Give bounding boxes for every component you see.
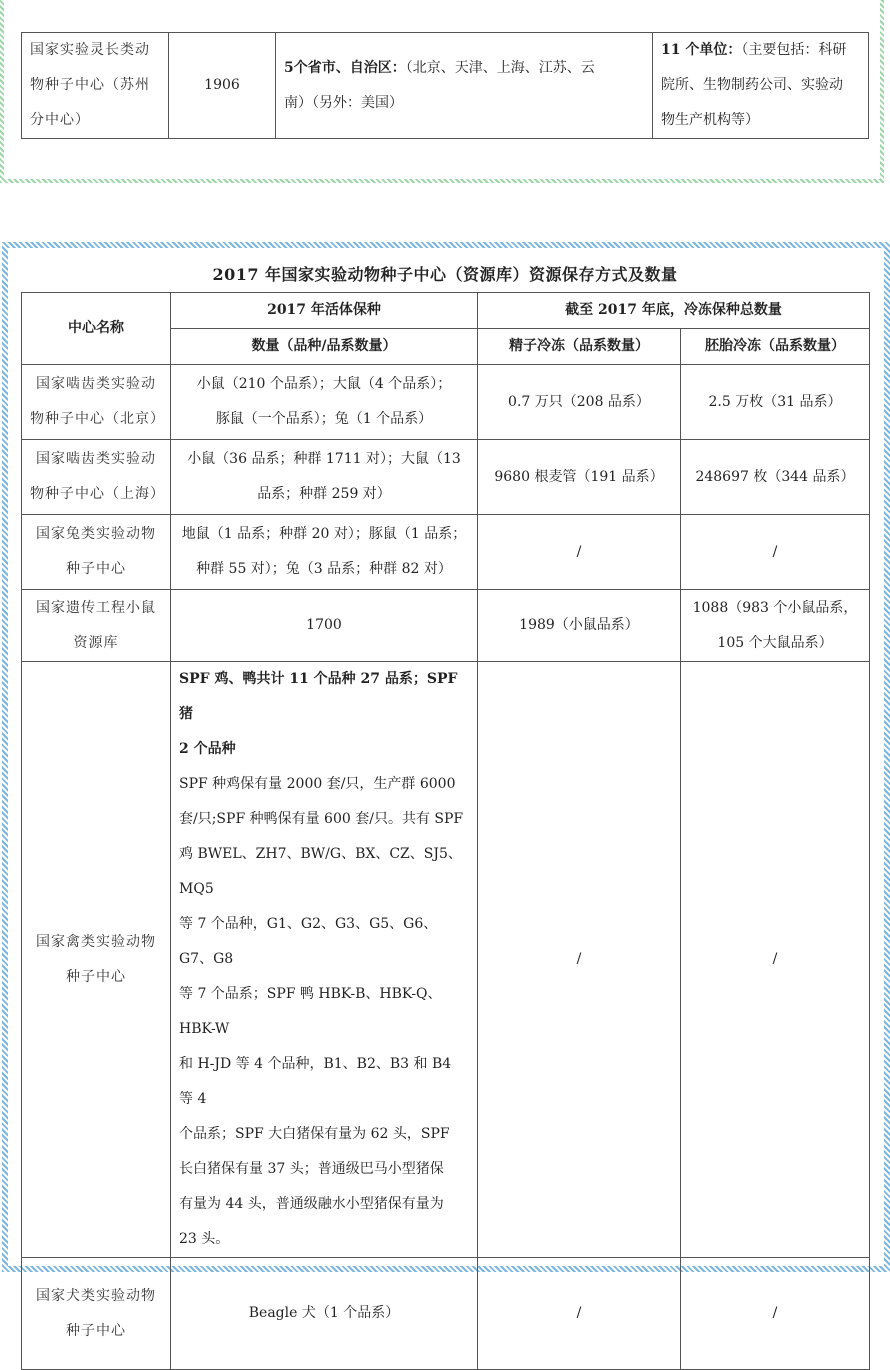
table-row	[22, 365, 870, 440]
main-table	[21, 292, 870, 1370]
center-name: 国家遗传工程小鼠 资源库	[22, 590, 171, 662]
embryo-cell: 248697 枚（344 品系）	[681, 440, 870, 515]
live-summary: SPF 鸡、鸭共计 11 个品种 27 品系；SPF 猪 2 个品种	[179, 671, 458, 757]
units-text: （主要包括：科研 院所、生物制药公司、实验动 物生产机构等）	[661, 42, 847, 128]
table-row	[22, 440, 870, 515]
sperm-cell: 0.7 万只（208 品系）	[478, 365, 681, 440]
header-sperm: 精子冷冻（品系数量）	[478, 329, 681, 365]
center-name: 国家禽类实验动物 种子中心	[22, 662, 171, 1258]
table-row	[22, 515, 870, 590]
sperm-cell: /	[478, 515, 681, 590]
regions-label: 5个省市、自治区：	[284, 59, 406, 76]
table-row	[22, 1258, 870, 1370]
header-live-sub: 数量（品种/品系数量）	[171, 329, 478, 365]
table-row	[22, 33, 869, 139]
center-name: 国家兔类实验动物 种子中心	[22, 515, 171, 590]
regions-text: （北京、天津、上海、江苏、云 南）（另外：美国）	[284, 59, 595, 111]
embryo-cell: /	[681, 1258, 870, 1370]
header-frozen: 截至 2017 年底，冷冻保种总数量	[478, 293, 870, 329]
live-cell: 1700	[171, 590, 478, 662]
center-name: 国家实验灵长类动 物种子中心（苏州 分中心）	[22, 33, 169, 139]
center-name: 国家啮齿类实验动 物种子中心（北京）	[22, 365, 171, 440]
embryo-cell: /	[681, 662, 870, 1258]
sperm-cell: /	[478, 1258, 681, 1370]
table-row	[22, 590, 870, 662]
embryo-cell: 1088（983 个小鼠品系， 105 个大鼠品系）	[681, 590, 870, 662]
header-center-name: 中心名称	[22, 293, 171, 365]
table-row	[22, 662, 870, 1258]
header-live: 2017 年活体保种	[171, 293, 478, 329]
sperm-cell: 9680 根麦管（191 品系）	[478, 440, 681, 515]
center-name: 国家啮齿类实验动 物种子中心（上海）	[22, 440, 171, 515]
live-cell: 地鼠（1 品系；种群 20 对）；豚鼠（1 品系； 种群 55 对）；兔（3 品系；种群 82 对）	[171, 515, 478, 590]
count-cell: 1906	[169, 33, 276, 139]
top-table	[21, 32, 869, 139]
sperm-cell: 1989（小鼠品系）	[478, 590, 681, 662]
live-cell	[171, 662, 478, 1258]
units-label: 11 个单位：	[661, 42, 742, 58]
live-cell: 小鼠（210 个品系）；大鼠（4 个品系）； 豚鼠（一个品系）；兔（1 个品系）	[171, 365, 478, 440]
units-cell	[653, 33, 869, 139]
center-name: 国家犬类实验动物 种子中心	[22, 1258, 171, 1370]
table-title: 2017 年国家实验动物种子中心（资源库）资源保存方式及数量	[212, 265, 678, 284]
live-detail: SPF 种鸡保有量 2000 套/只，生产群 6000 套/只;SPF 种鸭保有量 600 套/只。共有 SPF 鸡 BWEL、ZH7、BW/G、BX、CZ、SJ5、MQ5 等 7 个品种，G1、G2、G3、G5、G6、G7、G8 等 7 个品系；SPF 鸭 HBK-B、HBK-Q、HBK-W 和 H-JD 等 4 个品种，B1、B2、B3 和 B4 等 4 个品系；SPF 大白猪保有量为 62 头，SPF 长白猪保有量 37 头；普通级巴马小型猪保 有量为 44 头，普通级融水小型猪保有量为 23 头。	[179, 776, 464, 1247]
embryo-cell: /	[681, 515, 870, 590]
sperm-cell: /	[478, 662, 681, 1258]
live-cell: Beagle 犬（1 个品系）	[171, 1258, 478, 1370]
live-cell: 小鼠（36 品系；种群 1711 对）；大鼠（13 品系；种群 259 对）	[171, 440, 478, 515]
embryo-cell: 2.5 万枚（31 品系）	[681, 365, 870, 440]
header-row	[22, 293, 870, 329]
header-embryo: 胚胎冷冻（品系数量）	[681, 329, 870, 365]
regions-cell	[276, 33, 653, 139]
